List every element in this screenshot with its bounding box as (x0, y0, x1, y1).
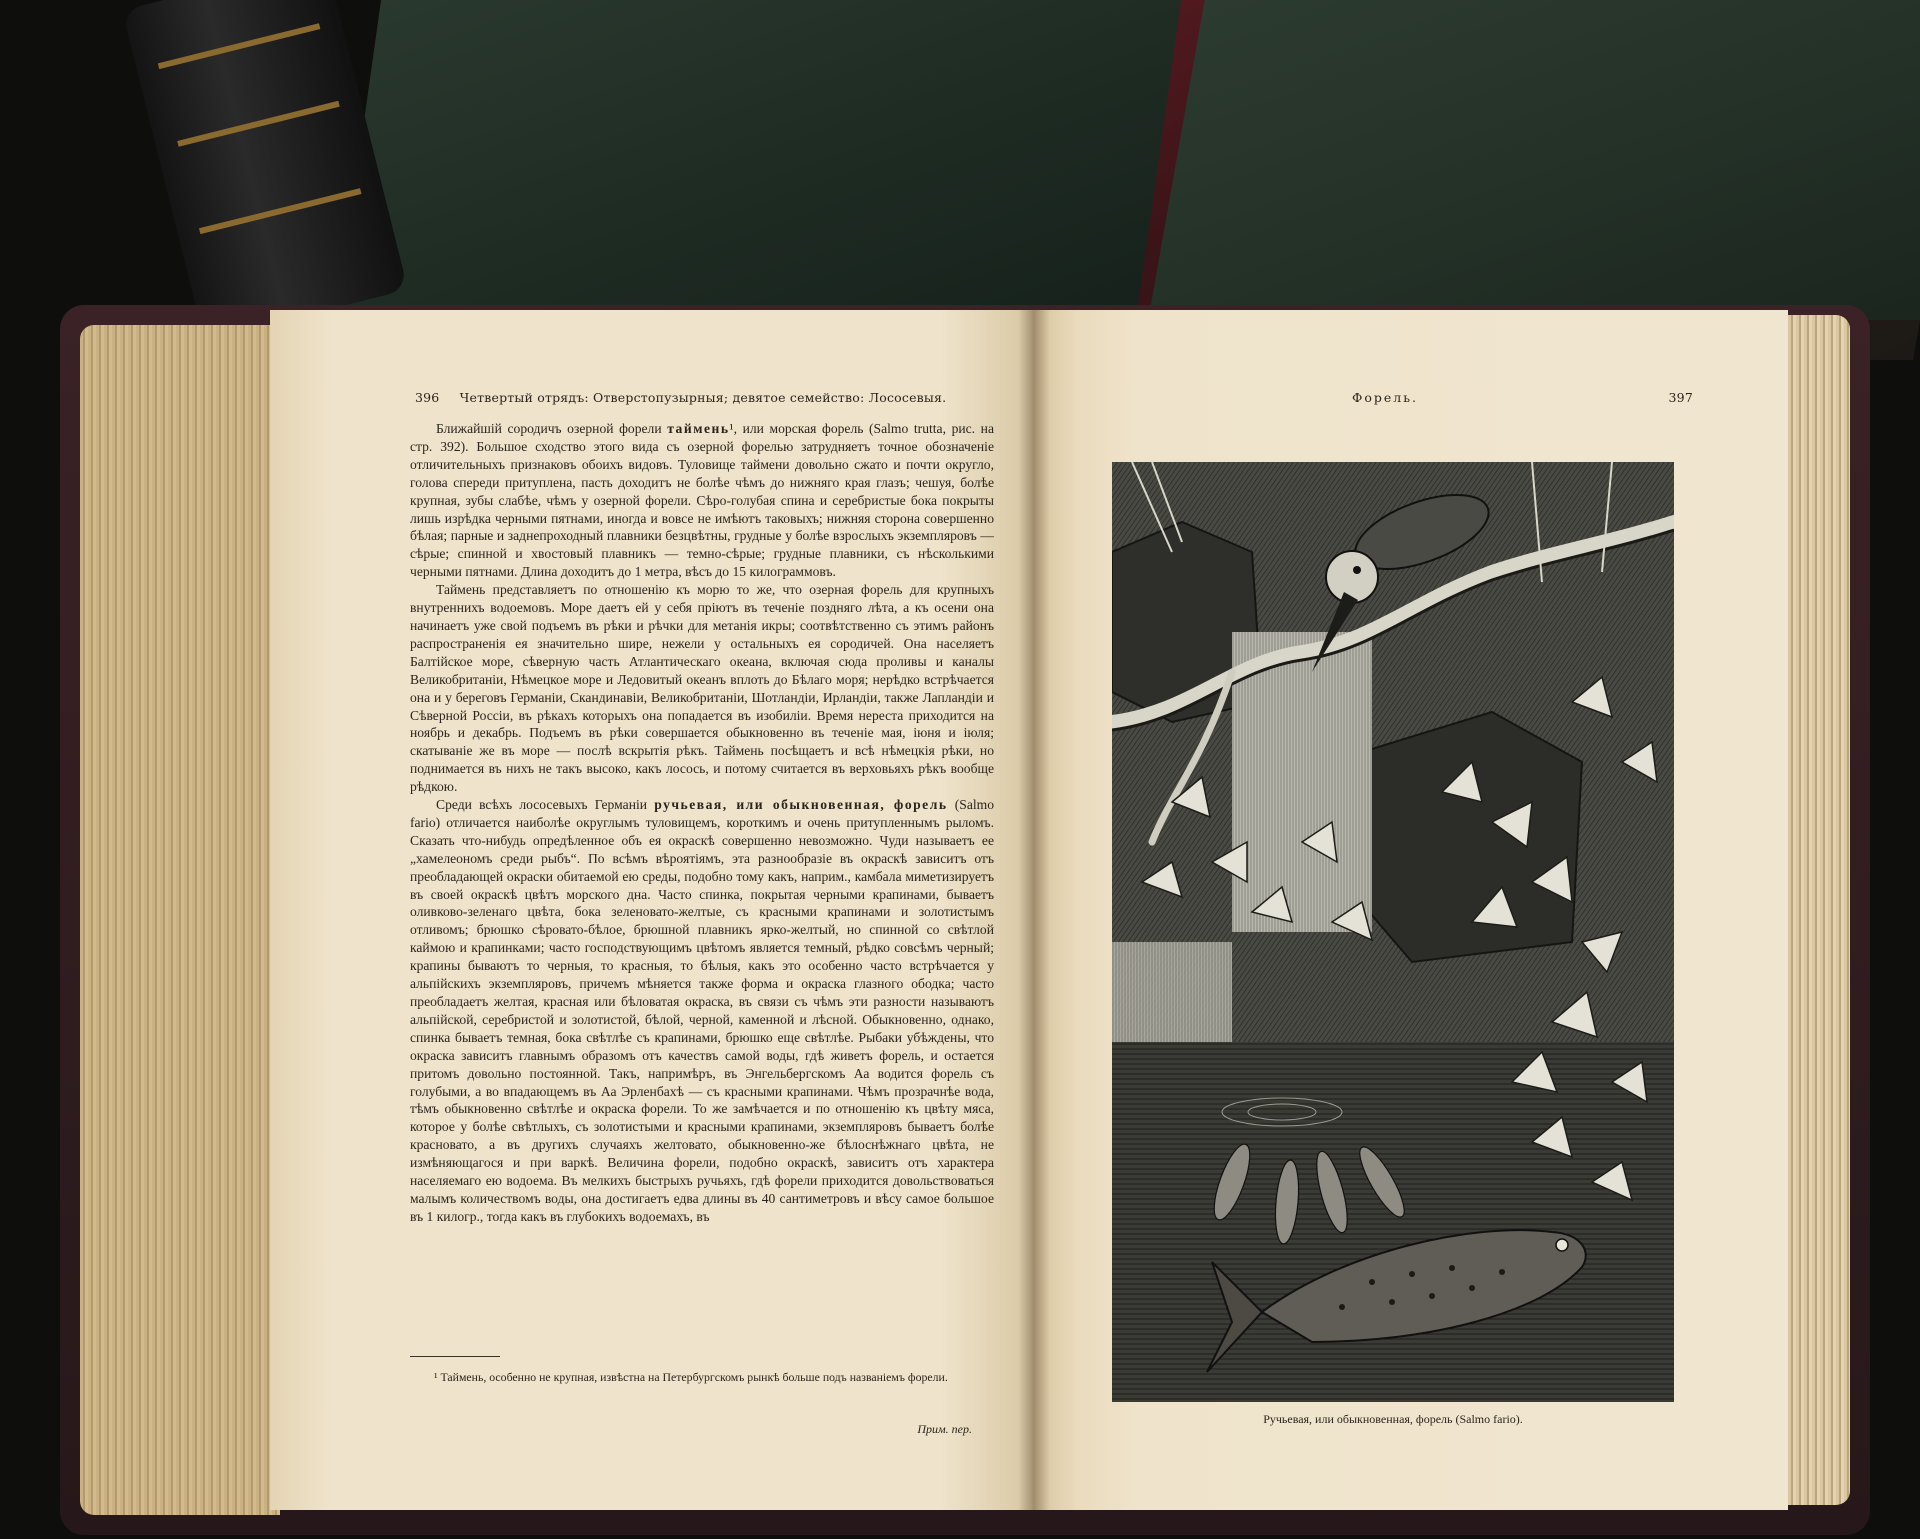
rock-right (1352, 712, 1582, 962)
emphasis: таймень (667, 421, 730, 436)
left-running-title: Четвертый отрядъ: Отверстопузырныя; девятое семейство: Лососевыя. (459, 390, 947, 405)
book-gutter (1018, 310, 1050, 1510)
background-book-green-left (333, 0, 1186, 340)
water (1112, 1042, 1674, 1402)
right-page-number: 397 (1668, 390, 1693, 405)
paragraph: Среди всѣхъ лососевыхъ Германіи ручьевая, или обыкновенная, форель (Salmo fario) отличается наиболѣе округлымъ туловищемъ, короткимъ и очень притупленнымъ рыломъ. Сказать что-нибудь опредѣленное объ ея окраскѣ совершенно невозможно. Чуди называетъ ее „хамелеономъ среди рыбъ“. По всѣмъ вѣроятіямъ, эта разнообразіе въ окраскѣ зависитъ отъ преобладающей окраски обитаемой ею среды, подобно тому какъ, наприм., камбала миметизируетъ въ своей окраскѣ цвѣтъ морского дна. Часто спинка, покрытая черными крапинами, бываетъ оливково-зеленаго цвѣта, бока зеленовато-желтые, съ красными крапинами и золотистымъ отливомъ; брюшко сѣровато-бѣлое, брюшной плавникъ ярко-желтый, но спинной со свѣтлой каймою и крапинками; часто господствующимъ цвѣтомъ является темный, рѣдко совсѣмъ черный; крапины бываютъ то черныя, то красныя, то бѣлыя, какъ это особенно часто встрѣчается у альпійскихъ экземпляровъ, причемъ мѣняется также форма и окраска глазного ободка; часто преобладаетъ желтая, красная или бѣловатая окраска, въ связи съ чѣмъ эти разности называютъ альпійской, серебристой и золотистой, бѣлой, черной, каменной и лѣсной. Обыкновенно, однако, спинка бываетъ темная, бока свѣтлѣе съ крапинами, брюшко еще свѣтлѣе. Рыбаки убѣждены, что окраска зависитъ главнымъ образомъ отъ качествъ самой воды, гдѣ живетъ форель, и остается притомъ довольно постоянной. Такъ, напримѣръ, въ Энгельбергскомъ Аа водится форель съ голубыми, а во впадающемъ въ Аа Эрленбахѣ — съ красными крапинами. Чѣмъ прозрачнѣе вода, тѣмъ обыкновенно свѣтлѣе и окраска форели. То же замѣчается и по отношенію къ цвѣту мяса, которое у болѣе свѣтлыхъ, съ золотистыми и красными крапинами, экземпляровъ бываетъ болѣе красновато, а въ другихъ случаяхъ желтовато, обыкновенно-же бѣлоснѣжнаго цвѣта, не измѣняющагося и при варкѣ. Величина форели, подобно окраскѣ, зависитъ отъ характера населяемаго ею водоема. Въ мелкихъ быстрыхъ ручьяхъ, гдѣ форели приходится довольствоваться малымъ количествомъ воды, она достигаетъ едва длины въ 40 сантиметровъ и вѣсу самое большое въ 1 килогр., тогда какъ въ глубокихъ водоемахъ, въ (410, 797, 994, 1224)
illustration-caption: Ручьевая, или обыкновенная, форель (Salmo fario). (1263, 1412, 1523, 1426)
left-page-number: 396 (415, 390, 440, 405)
trout-engraving (1112, 462, 1674, 1402)
paragraph: Таймень представляетъ по отношенію къ морю то же, что озерная форель для крупныхъ внутреннихъ водоемовъ. Море даетъ ей у себя пріютъ въ теченіе поздняго лѣта, а къ осени она начинаетъ уже свой подъемъ въ рѣки и рѣчки для метанія икры; соотвѣтственно съ этимъ районъ распространенія ея значительно шире, нежели у остальныхъ ея сородичей. Она населяетъ Балтійское море, сѣверную часть Атлантическаго океана, включая сюда проливы и каналы Великобританіи, Нѣмецкое море и Ледовитый океанъ вплоть до Бѣлаго моря; нерѣдко встрѣчается она и у береговъ Германіи, Скандинавіи, Великобританіи, Шотландіи, Ирландіи, также Лапландіи и Сѣверной Россіи, въ рѣкахъ которыхъ она попадается въ изобиліи. Время нереста приходится на ноябрь и декабрь. Подъемъ въ рѣки совершается обыкновенно въ теченіе мая, іюня и іюля; скатываніе же въ море — послѣ вскрытія рѣкъ. Таймень посѣщаетъ и всѣ нѣмецкія рѣки, но поднимается въ нихъ не такъ высоко, какъ лосось, и потому считается въ верховьяхъ рѣкъ вообще рѣдкою. (410, 582, 994, 795)
right-page (1032, 310, 1788, 1510)
open-book (60, 305, 1870, 1535)
paragraph: Ближайшій сородичъ озерной форели таймень¹, или морская форель (Salmo trutta, рис. на стр. 392). Большое сходство этого вида съ озерной форелью затрудняетъ точное обозначеніе отличительныхъ признаковъ обоихъ видовъ. Туловище таймени довольно сжато и почти округло, голова спереди притуплена, пасть доходитъ не болѣе чѣмъ до нижняго края глазъ; чешуя, болѣе крупная, зубы слабѣе, чѣмъ у озерной форели. Сѣро-голубая спина и серебристые бока покрыты лишь изрѣдка черными пятнами, иногда и вовсе не имѣютъ таковыхъ; нижняя сторона совершенно бѣлая; парные и заднепроходный плавники безцвѣтны, грудные у болѣе взрослыхъ экземпляровъ — сѣрые; спинной и хвостовый плавникъ — темно-сѣрые; грудные плавники, съ нѣсколькими черными пятнами. Длина доходитъ до 1 метра, вѣсъ до 15 килограммовъ. (410, 421, 994, 580)
footnote: ¹ Таймень, особенно не крупная, извѣстна на Петербургскомъ рынкѣ больше подъ названіемъ форели. (434, 1370, 948, 1384)
emphasis: ручьевая, или обыкновенная, форель (654, 797, 948, 813)
footnote-rule (410, 1356, 500, 1357)
footnote-signature: Прим. пер. (917, 1422, 972, 1436)
engraving-svg (1112, 462, 1674, 1402)
right-running-title: Форель. (1352, 390, 1419, 405)
waterfall-lower (1112, 942, 1232, 1042)
background-book-green-right (1148, 0, 1920, 320)
page-edges-left (80, 325, 280, 1515)
left-page (270, 310, 1032, 1510)
background-book-spine (122, 0, 408, 340)
waterfall (1232, 632, 1372, 932)
left-page-text (410, 420, 994, 1226)
left-running-head (415, 390, 992, 405)
